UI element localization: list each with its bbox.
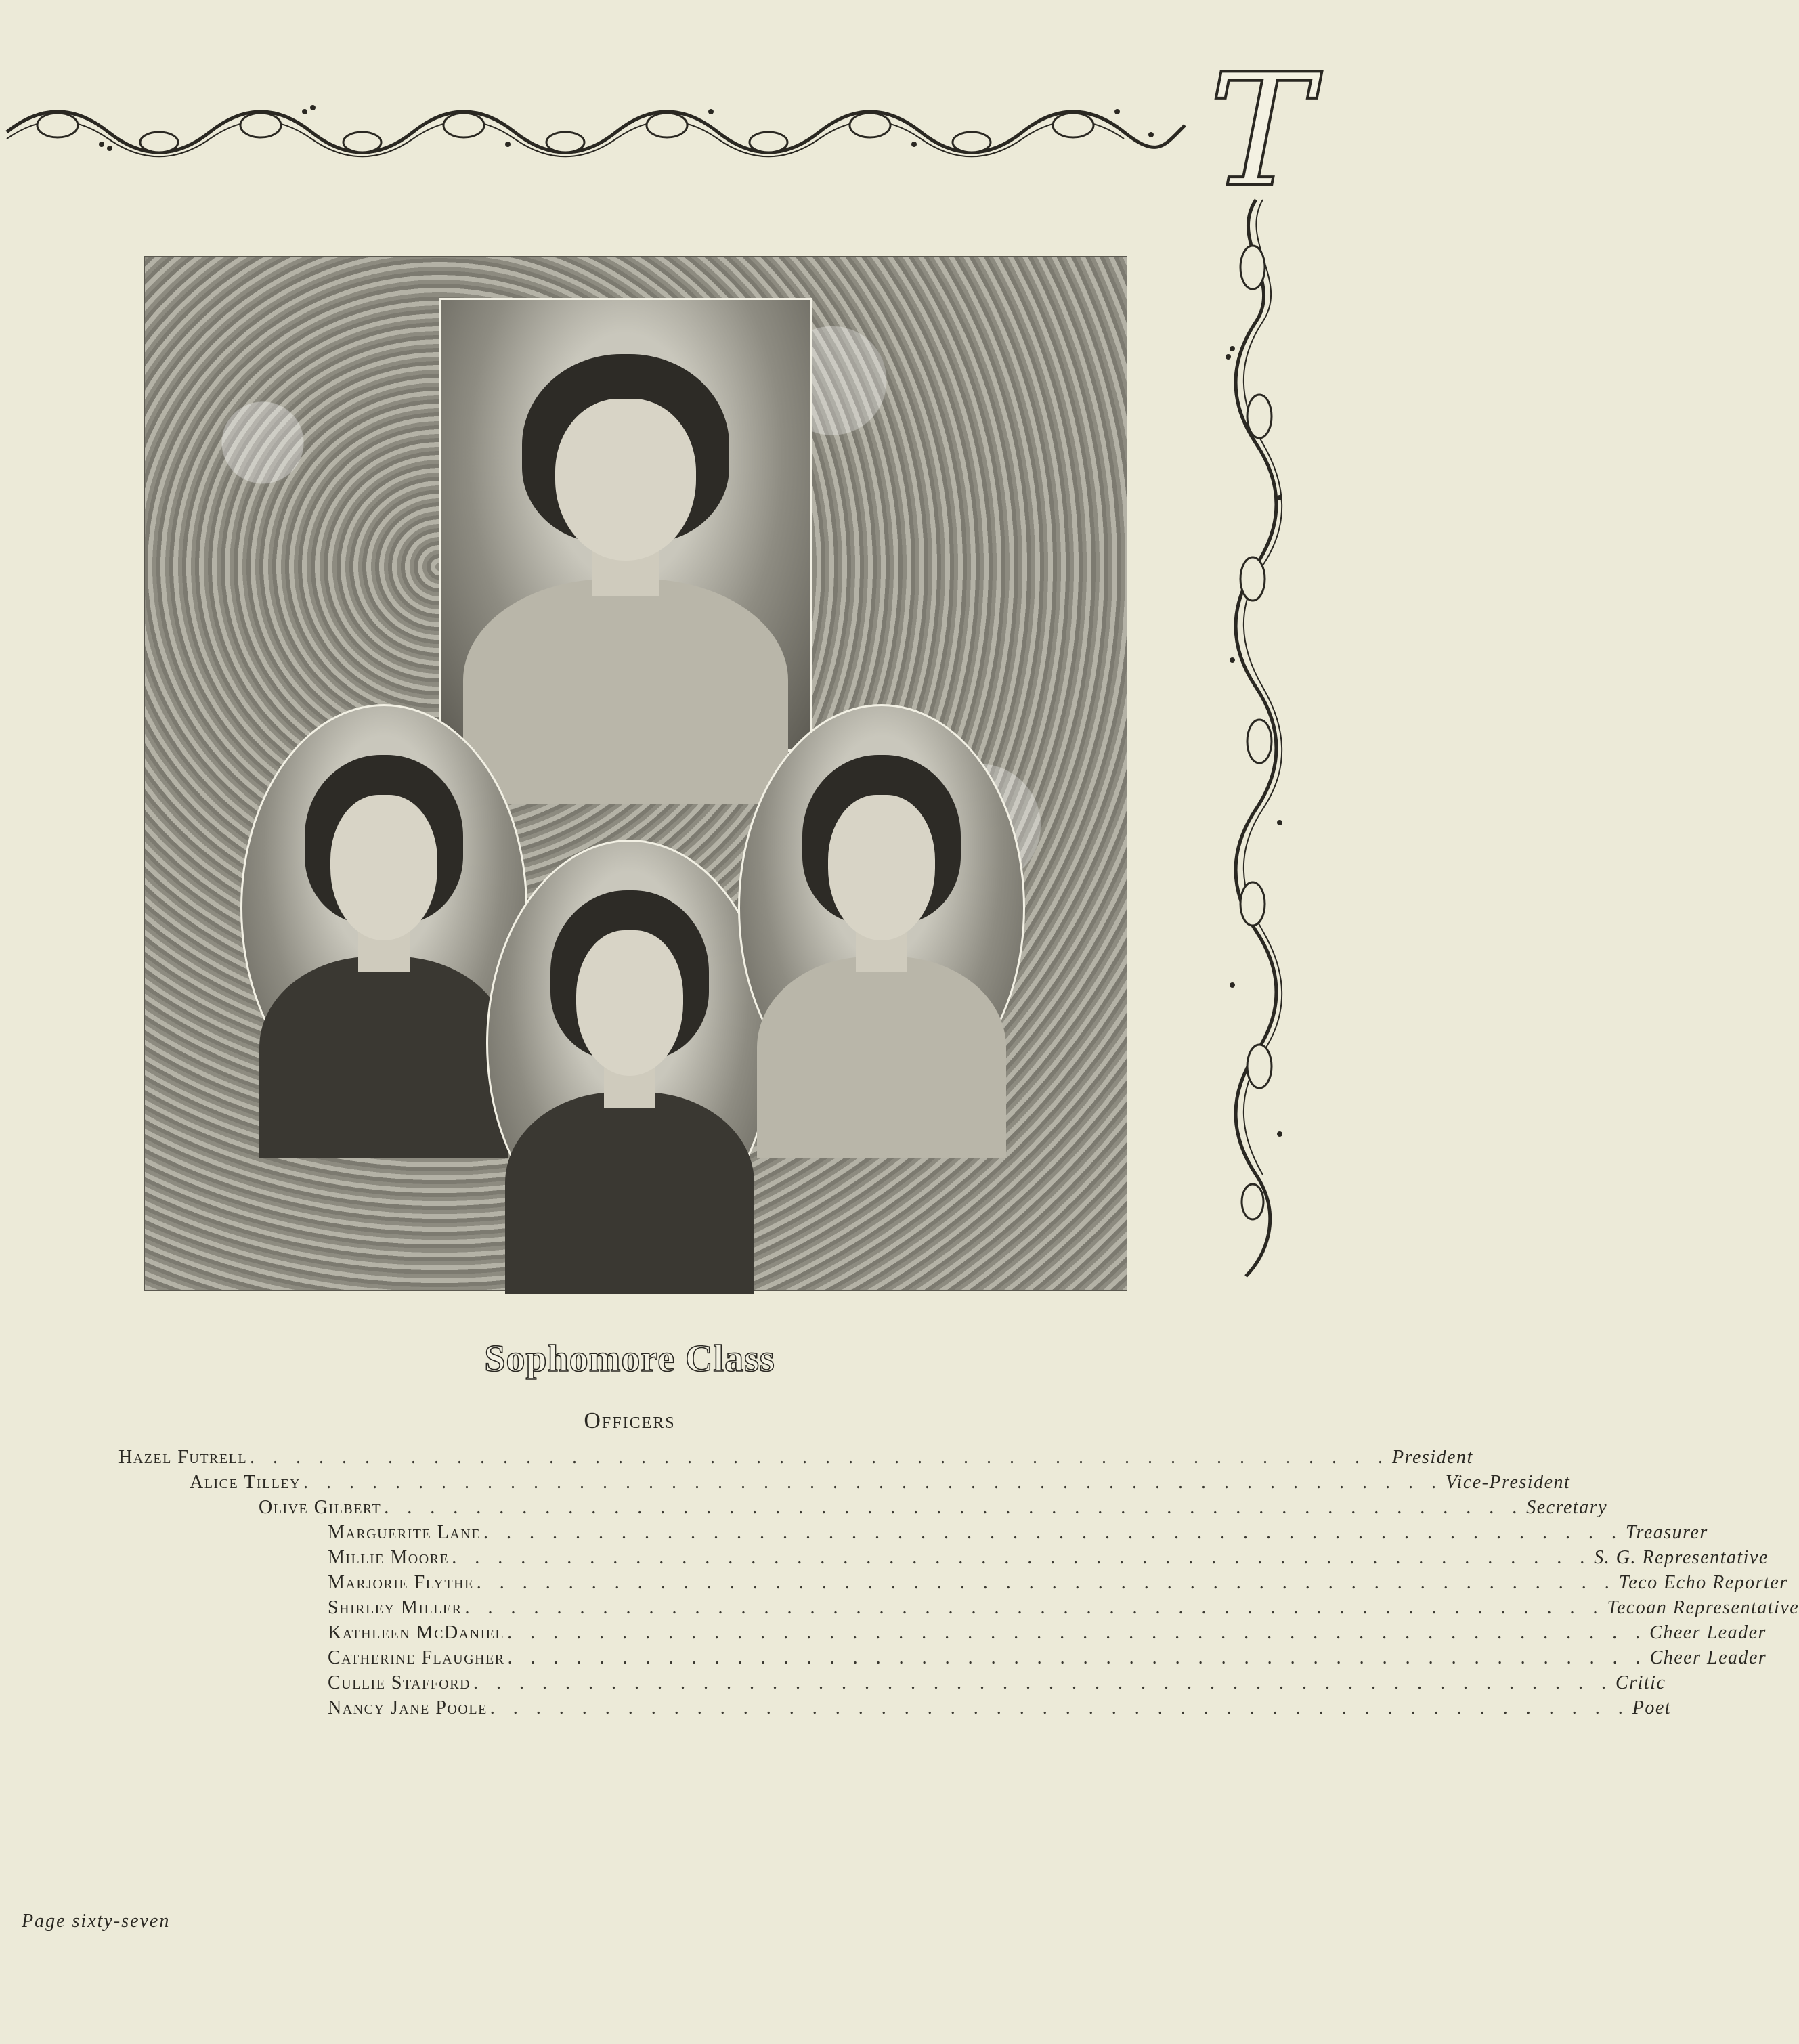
officer-role: Treasurer — [1625, 1522, 1708, 1543]
dot-leader: . . . . . . . . . . . . . . . . . . . . . . . . . . . . . . . . . . . . . . . . . . . . . . . . . . — [476, 1572, 1616, 1593]
dot-leader: . . . . . . . . . . . . . . . . . . . . . . . . . . . . . . . . . . . . . . . . . . . . . . . . . . — [250, 1447, 1390, 1468]
page-title: Sophomore Class — [484, 1338, 775, 1380]
officer-row — [328, 1645, 1767, 1671]
officer-role: Cheer Leader — [1649, 1647, 1767, 1668]
officer-name: Alice Tilley — [190, 1472, 301, 1493]
officer-role: President — [1392, 1447, 1473, 1468]
dot-leader: . . . . . . . . . . . . . . . . . . . . . . . . . . . . . . . . . . . . . . . . . . . . . . . . . . — [483, 1522, 1623, 1543]
officer-role: Cheer Leader — [1649, 1622, 1767, 1643]
officer-role: Vice-President — [1446, 1472, 1571, 1493]
officer-row — [118, 1445, 1473, 1471]
officer-name: Nancy Jane Poole — [328, 1697, 487, 1718]
officer-name: Catherine Flaugher — [328, 1647, 505, 1668]
portrait-photo — [439, 298, 812, 752]
side-ornamental-border — [1205, 64, 1307, 1290]
decorative-initial-t: T — [1209, 41, 1313, 222]
top-ornamental-border — [0, 91, 1192, 159]
officer-row — [328, 1695, 1672, 1721]
officer-name: Olive Gilbert — [259, 1497, 382, 1518]
officer-role: Poet — [1632, 1697, 1672, 1718]
dot-leader: . . . . . . . . . . . . . . . . . . . . . . . . . . . . . . . . . . . . . . . . . . . . . . . . . . — [507, 1622, 1647, 1643]
officer-name: Hazel Futrell — [118, 1447, 248, 1468]
officer-name: Cullie Stafford — [328, 1672, 471, 1693]
officer-role: Critic — [1616, 1672, 1666, 1693]
officer-row — [328, 1545, 1769, 1571]
officer-row — [259, 1495, 1608, 1521]
dot-leader: . . . . . . . . . . . . . . . . . . . . . . . . . . . . . . . . . . . . . . . . . . . . . . . . . . — [464, 1597, 1605, 1618]
officer-name: Kathleen McDaniel — [328, 1622, 505, 1643]
dot-leader: . . . . . . . . . . . . . . . . . . . . . . . . . . . . . . . . . . . . . . . . . . . . . . . . . . — [452, 1547, 1592, 1568]
dot-leader: . . . . . . . . . . . . . . . . . . . . . . . . . . . . . . . . . . . . . . . . . . . . . . . . . . — [473, 1672, 1613, 1693]
officer-row — [190, 1470, 1571, 1496]
officer-row — [328, 1620, 1767, 1646]
dot-leader: . . . . . . . . . . . . . . . . . . . . . . . . . . . . . . . . . . . . . . . . . . . . . . . . . . — [490, 1697, 1630, 1718]
officer-role: Secretary — [1526, 1497, 1608, 1518]
officer-name: Millie Moore — [328, 1547, 450, 1568]
page-number: Page sixty-seven — [22, 1911, 171, 1932]
portrait-photo — [738, 704, 1025, 1112]
portrait-photo — [240, 704, 527, 1112]
officers-heading: Officers — [584, 1408, 676, 1433]
officer-row — [328, 1670, 1666, 1696]
dot-leader: . . . . . . . . . . . . . . . . . . . . . . . . . . . . . . . . . . . . . . . . . . . . . . . . . . — [303, 1472, 1444, 1493]
officer-role: Teco Echo Reporter — [1618, 1572, 1788, 1593]
dot-leader: . . . . . . . . . . . . . . . . . . . . . . . . . . . . . . . . . . . . . . . . . . . . . . . . . . — [507, 1647, 1647, 1668]
officer-row — [328, 1570, 1788, 1596]
officer-name: Shirley Miller — [328, 1597, 462, 1618]
officer-row — [328, 1520, 1708, 1546]
officer-row — [328, 1595, 1799, 1621]
portrait-photo — [486, 840, 773, 1247]
dot-leader: . . . . . . . . . . . . . . . . . . . . . . . . . . . . . . . . . . . . . . . . . . . . . . . . . . — [384, 1497, 1524, 1518]
officer-name: Marguerite Lane — [328, 1522, 481, 1543]
officer-name: Marjorie Flythe — [328, 1572, 474, 1593]
officer-role: S. G. Representative — [1594, 1547, 1769, 1568]
officer-role: Tecoan Representative — [1607, 1597, 1799, 1618]
